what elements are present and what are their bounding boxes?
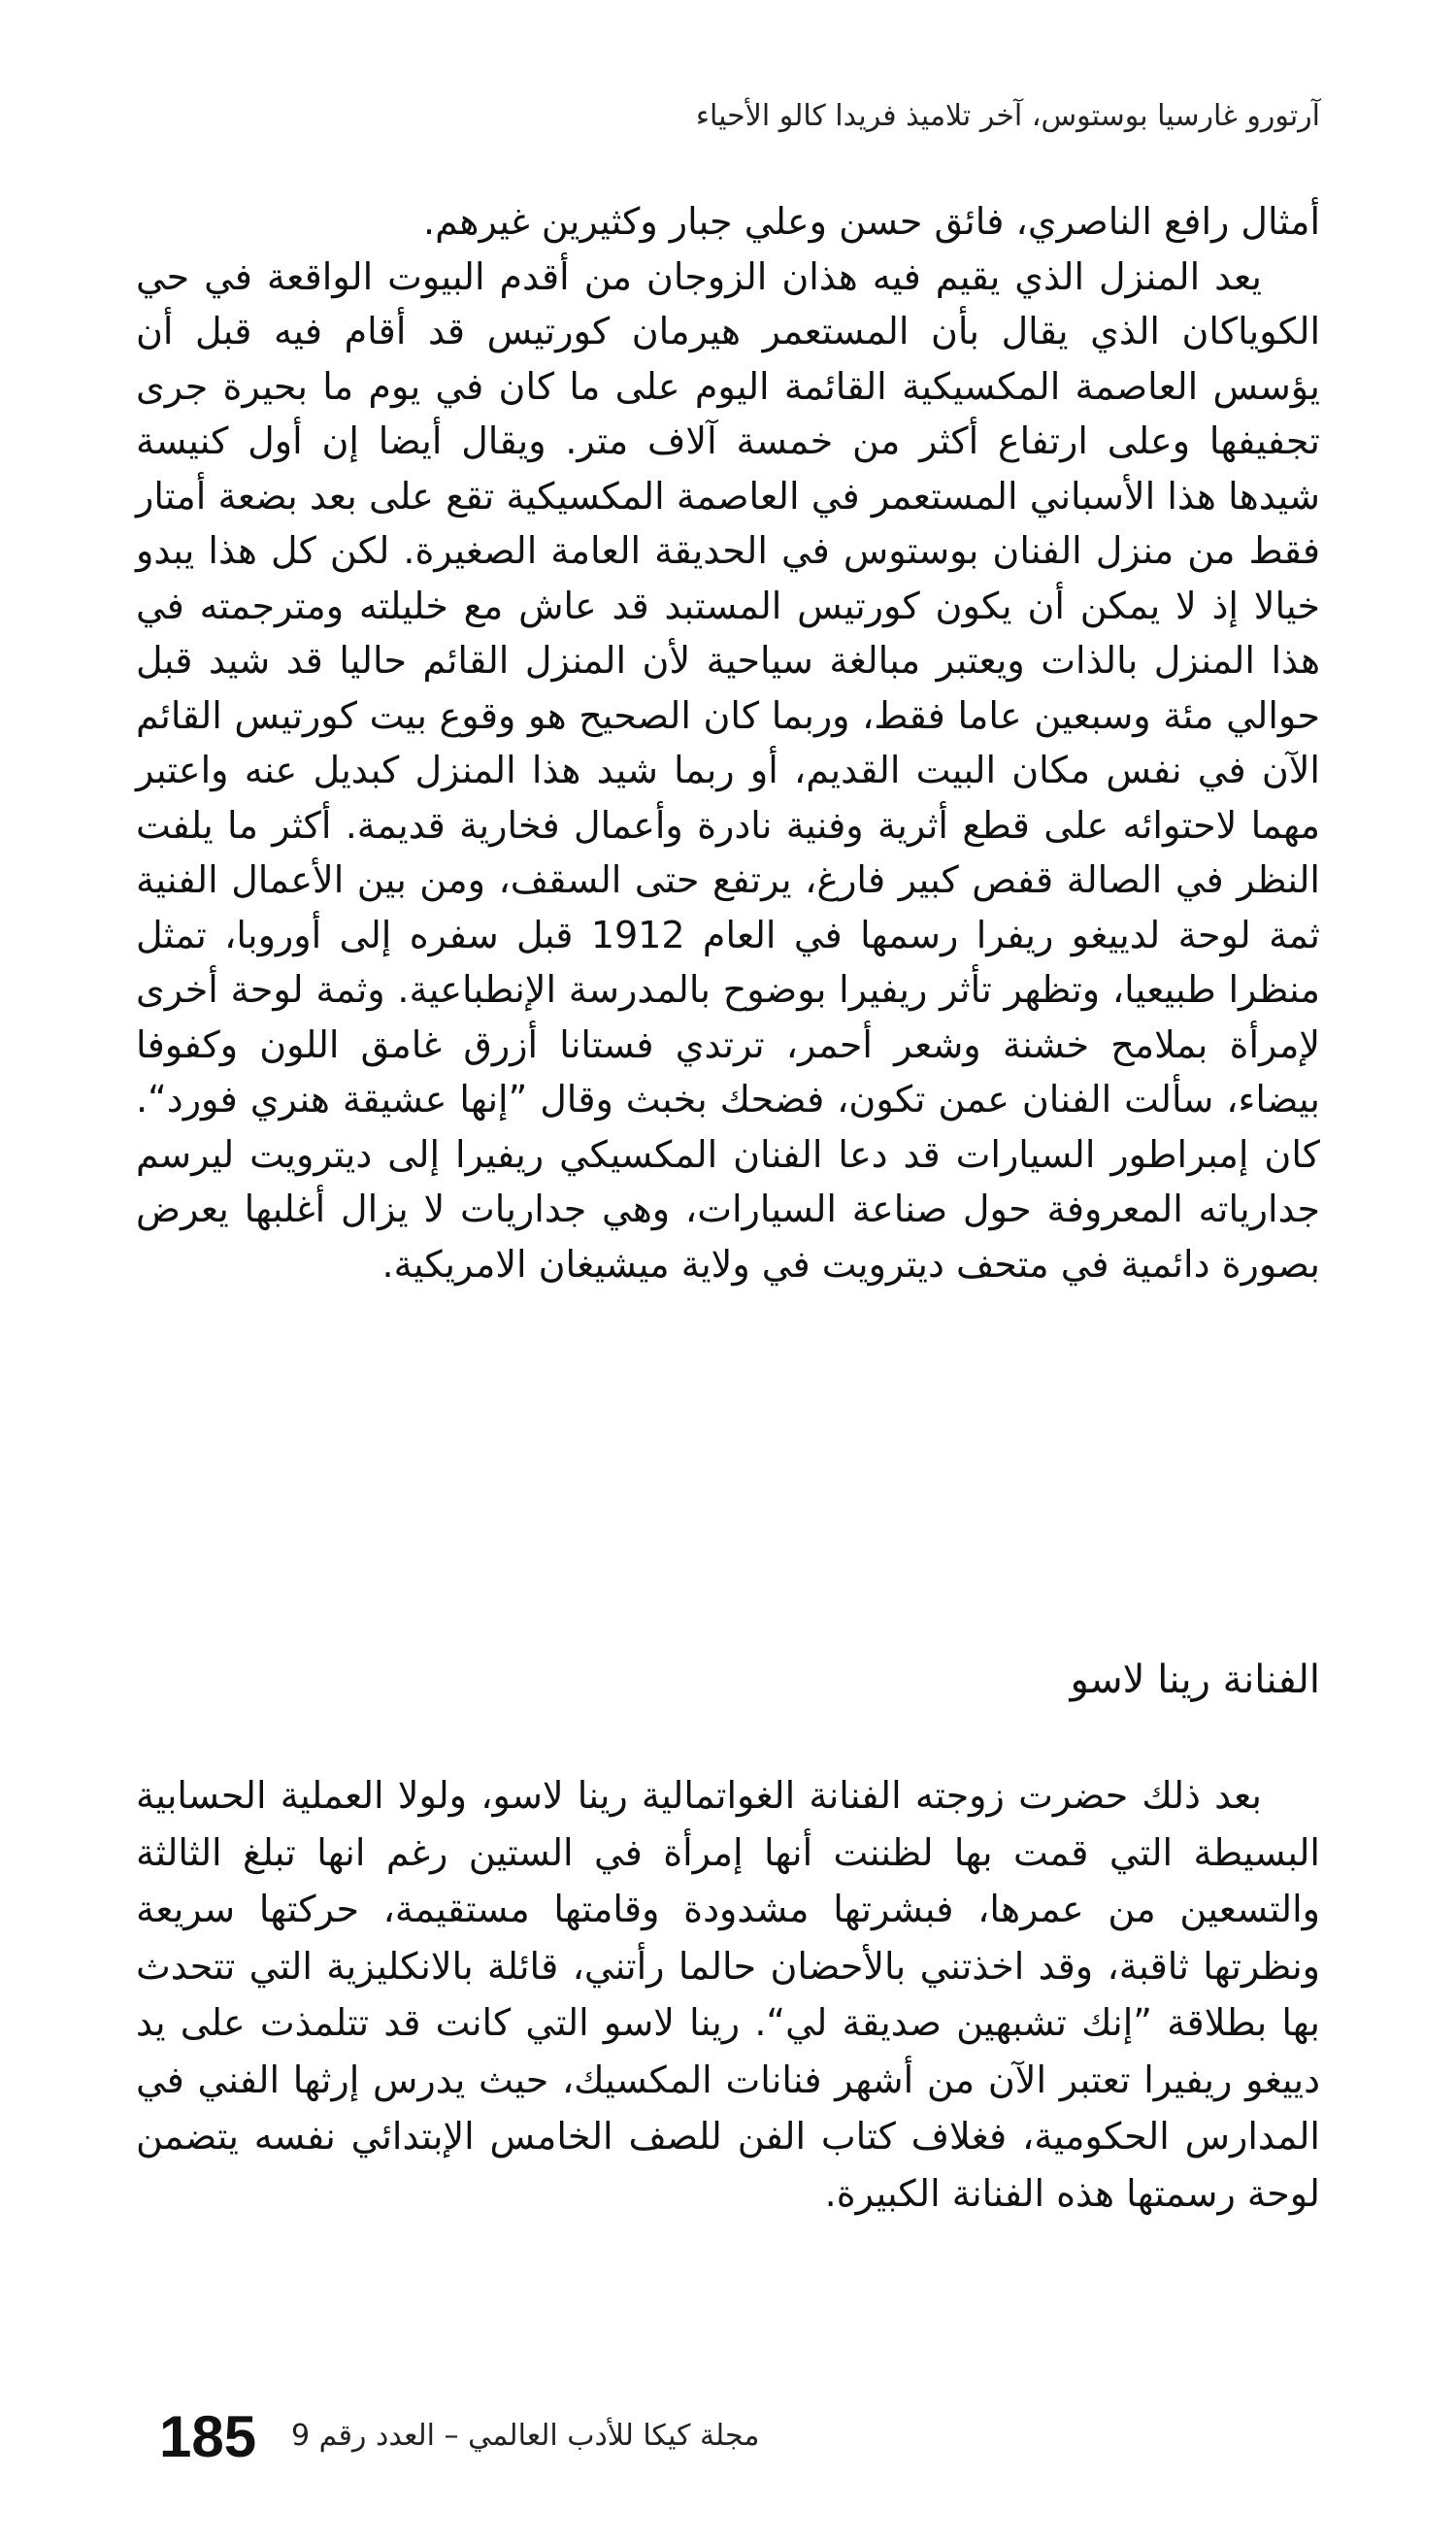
section-heading: الفنانة رينا لاسو (1070, 1657, 1320, 1702)
article-section-2 (136, 1767, 1320, 2222)
page-footer (136, 2398, 1320, 2476)
article-section-1 (136, 194, 1320, 1291)
running-header: آرتورو غارسيا بوستوس، آخر تلاميذ فريدا كالو الأحياء (695, 99, 1320, 133)
journal-name: مجلة كيكا للأدب العالمي – العدد رقم 9 (291, 2419, 760, 2453)
paragraph-continuation: أمثال رافع الناصري، فائق حسن وعلي جبار وكثيرين غيرهم. (423, 200, 1320, 243)
page-number: 185 (159, 2404, 257, 2469)
paragraph-rina-lazo: بعد ذلك حضرت زوجته الفنانة الغواتمالية رينا لاسو، ولولا العملية الحسابية البسيطة التي قمت بها لظننت أنها إمرأة في الستين رغم انها تبلغ الثالثة والتسعين من عمرها، فبشرتها مشدودة وقامتها مستقيمة، حركتها سريعة ونظرتها ثاقبة، وقد اخذتني بالأحضان حالما رأتني، قائلة بالانكليزية التي تتحدث بها بطلاقة ”إنك تشبهين صديقة لي“. رينا لاسو التي كانت قد تتلمذت على يد دييغو ريفيرا تعتبر الآن من أشهر فنانات المكسيك، حيث يدرس إرثها الفني في المدارس الحكومية، فغلاف كتاب الفن للصف الخامس الإبتدائي نفسه يتضمن لوحة رسمتها هذه الفنانة الكبيرة. (136, 1774, 1320, 2215)
paragraph-coyoacan-house: يعد المنزل الذي يقيم فيه هذان الزوجان من أقدم البيوت الواقعة في حي الكوياكان الذي يقال بأن المستعمر هيرمان كورتيس قد أقام فيه قبل أن يؤسس العاصمة المكسيكية القائمة اليوم على ما كان في يوم ما بحيرة جرى تجفيفها وعلى ارتفاع أكثر من خمسة آلاف متر. ويقال أيضا إن أول كنيسة شيدها هذا الأسباني المستعمر في العاصمة المكسيكية تقع على بعد بضعة أمتار فقط من منزل الفنان بوستوس في الحديقة العامة الصغيرة. لكن كل هذا يبدو خيالا إذ لا يمكن أن يكون كورتيس المستبد قد عاش مع خليلته ومترجمته في هذا المنزل بالذات ويعتبر مبالغة سياحية لأن المنزل القائم حاليا قد شيد قبل حوالي مئة وسبعين عاما فقط، وربما كان الصحيح هو وقوع بيت كورتيس القائم الآن في نفس مكان البيت القديم، أو ربما شيد هذا المنزل كبديل عنه واعتبر مهما لاحتوائه على قطع أثرية وفنية نادرة وأعمال فخارية قديمة. أكثر ما يلفت النظر في الصالة قفص كبير فارغ، يرتفع حتى السقف، ومن بين الأعمال الفنية ثمة لوحة لدييغو ريفرا رسمها في العام 1912 قبل سفره إلى أوروبا، تمثل منظرا طبيعيا، وتظهر تأثر ريفيرا بوضوح بالمدرسة الإنطباعية. وثمة لوحة أخرى لإمرأة بملامح خشنة وشعر أحمر، ترتدي فستانا أزرق غامق اللون وكفوفا بيضاء، سألت الفنان عمن تكون، فضحك بخبث وقال ”إنها عشيقة هنري فورد“. كان إمبراطور السيارات قد دعا الفنان المكسيكي ريفيرا إلى ديترويت ليرسم جدارياته المعروفة حول صناعة السيارات، وهي جداريات لا يزال أغلبها يعرض بصورة دائمية في متحف ديترويت في ولاية ميشيغان الامريكية. (136, 254, 1320, 1286)
